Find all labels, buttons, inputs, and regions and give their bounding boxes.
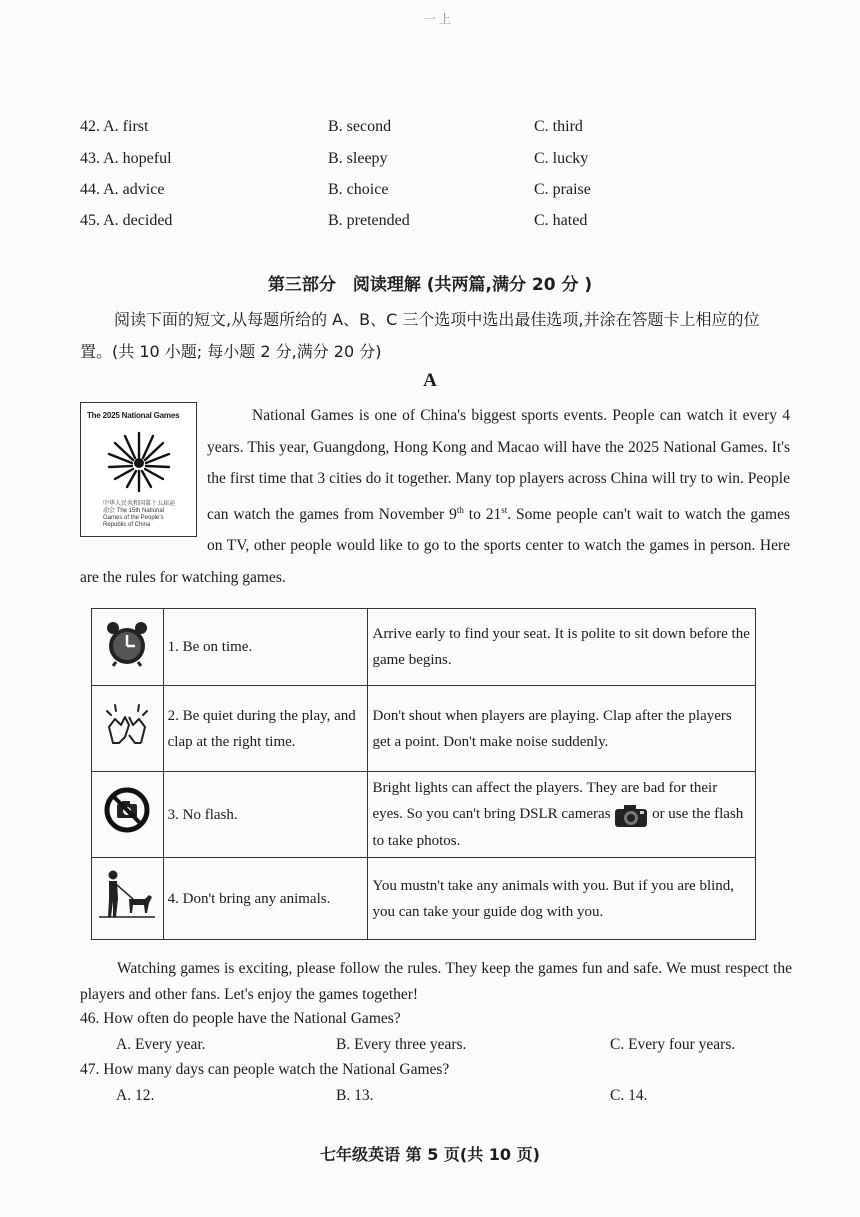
answer-c[interactable]: C. Every four years. [610, 1036, 736, 1053]
option-row-45 [80, 212, 800, 238]
section-title: 第三部分 阅读理解 (共两篇,满分 20 分 ) [267, 275, 593, 295]
question-47: 47. How many days can people watch the National Games? [80, 1061, 450, 1078]
rule-title: 1. Be on time. [163, 609, 368, 686]
option-c[interactable]: C. praise [534, 181, 591, 198]
date-suffix: th [456, 504, 464, 515]
guide-dog-icon [99, 869, 155, 919]
rule-description: Don't shout when players are playing. Clap after the players get a point. Don't make noise suddenly. [368, 686, 756, 772]
option-b[interactable]: B. pretended [328, 212, 410, 229]
option-row-42 [80, 118, 800, 144]
table-row [92, 686, 756, 772]
option-c[interactable]: C. lucky [534, 150, 589, 167]
intro-text-mid: to 21 [463, 505, 502, 523]
answer-b[interactable]: B. Every three years. [336, 1036, 467, 1053]
alarm-clock-icon [102, 618, 152, 668]
table-row [92, 858, 756, 940]
rule-title: 4. Don't bring any animals. [163, 858, 368, 940]
option-a[interactable]: 45. A. decided [80, 212, 173, 229]
rule-icon-cell [92, 686, 164, 772]
intro-text-1: National Games is one of China's biggest sports events. People can watch it every 4 years. This year, Guangdong, Hong Kong and Macao will have the 2025 National Games. It's the first time that 3 cities do it together. Many top players across China will try to win. People can watch the games from November 9 [207, 407, 790, 523]
option-b[interactable]: B. choice [328, 181, 389, 198]
answer-a[interactable]: A. Every year. [116, 1036, 206, 1053]
rule-title: 3. No flash. [163, 772, 368, 858]
rule-description-text: Bright lights can affect the players. They are bad for their eyes. So you can't bring DSLR cameras [372, 780, 718, 823]
option-a[interactable]: 43. A. hopeful [80, 150, 172, 167]
section-instructions: 阅读下面的短文,从每题所给的 A、B、C 三个选项中选出最佳选项,并涂在答题卡上相应的位置。(共 10 小题; 每小题 2 分,满分 20 分) [80, 310, 760, 361]
answer-row-47 [116, 1087, 756, 1111]
camera-icon [614, 802, 648, 828]
question-46: 46. How often do people have the National Games? [80, 1010, 401, 1027]
closing-text: Watching games is exciting, please follow the rules. They keep the games fun and safe. We must respect the players and other fans. Let's enjoy the games together! [80, 960, 792, 1003]
rule-icon-cell [92, 609, 164, 686]
rule-description: You mustn't take any animals with you. But if you are blind, you can take your guide dog with you. [368, 858, 756, 940]
option-c[interactable]: C. third [534, 118, 583, 135]
option-b[interactable]: B. second [328, 118, 392, 135]
option-row-43 [80, 150, 800, 176]
table-row [92, 772, 756, 858]
option-b[interactable]: B. sleepy [328, 150, 388, 167]
no-flash-icon [103, 786, 151, 834]
clapping-hands-icon [101, 701, 153, 747]
rule-description [368, 772, 756, 858]
table-row [92, 609, 756, 686]
passage-letter: A [423, 370, 437, 391]
rule-icon-cell [92, 858, 164, 940]
logo-title: The 2025 National Games [87, 411, 180, 420]
passage-intro [80, 400, 790, 593]
intro-text-2: . Some people can't wait to watch the games on TV, other people would like to go to the sports center to watch the games in person. Here are the rules for watching games. [80, 505, 790, 586]
rule-description-text: or use the flash to take photos. [372, 806, 744, 849]
logo-subtitle: 中华人民共和国第十五届运动会 The 15th National Games of the People's Republic of China [103, 501, 176, 528]
answer-row-46 [116, 1036, 756, 1060]
rule-title: 2. Be quiet during the play, and clap at the right time. [163, 686, 368, 772]
answer-a[interactable]: A. 12. [116, 1087, 155, 1104]
page-top-mark: 一 上 [424, 12, 452, 26]
answer-c[interactable]: C. 14. [610, 1087, 648, 1104]
page-footer: 七年级英语 第 5 页(共 10 页) [320, 1145, 540, 1164]
option-a[interactable]: 42. A. first [80, 118, 149, 135]
option-row-44 [80, 181, 800, 207]
rule-description: Arrive early to find your seat. It is polite to sit down before the game begins. [368, 609, 756, 686]
answer-b[interactable]: B. 13. [336, 1087, 374, 1104]
option-c[interactable]: C. hated [534, 212, 588, 229]
passage-closing [80, 956, 792, 1008]
option-a[interactable]: 44. A. advice [80, 181, 165, 198]
date-suffix: st [501, 504, 508, 515]
rules-table [91, 608, 756, 940]
rule-icon-cell [92, 772, 164, 858]
